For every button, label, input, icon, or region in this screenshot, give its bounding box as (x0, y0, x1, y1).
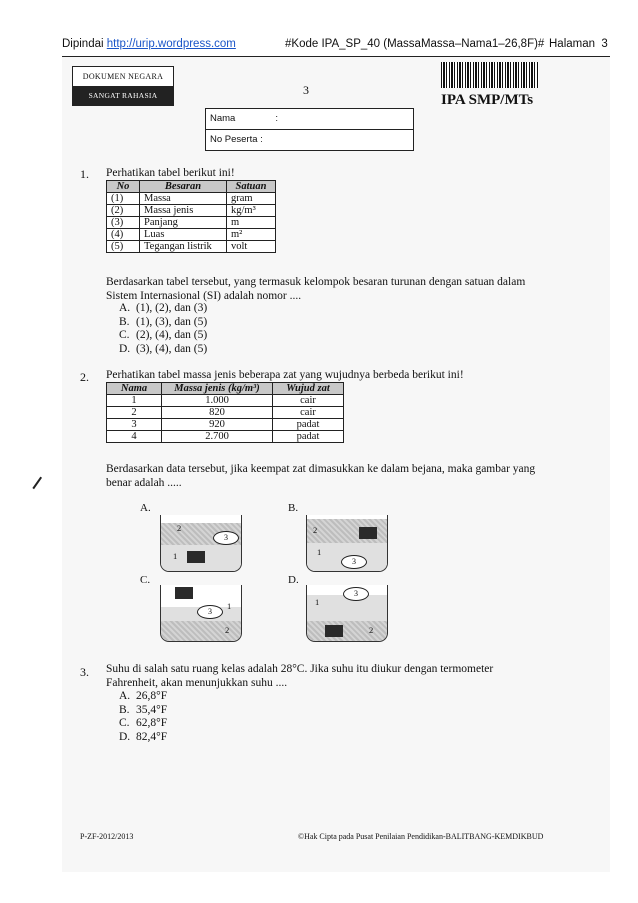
page-indicator: Halaman 3 (549, 38, 608, 50)
scan-credit: Dipindai http://urip.wordpress.com (62, 38, 236, 50)
option-a: A. 26,8°F (119, 690, 168, 702)
footer-code: P-ZF-2012/2013 (80, 832, 134, 841)
table-row: (4) Luas m² (107, 229, 276, 241)
identity-box (205, 108, 414, 151)
name-field: Nama : (210, 113, 278, 124)
beaker-a: 3 2 1 (160, 515, 242, 572)
question-2-text: Berdasarkan data tersebut, jika keempat zat dimasukkan ke dalam bejana, maka gambar yang benar adalah ..... (106, 463, 536, 489)
beaker-d: 3 1 2 (306, 585, 388, 642)
question-1-number: 1. (80, 167, 89, 181)
figure-b-label: B. (288, 502, 299, 514)
table-row: (3) Panjang m (107, 217, 276, 229)
option-c: C. 62,8°F (119, 717, 168, 729)
table-q1: No Besaran Satuan (1) Massa gram (2) Massa jenis kg/m³ (3) Panjang m (4) Luas m² (5) Tegangan listrik volt (106, 180, 276, 253)
question-3-number: 3. (80, 665, 89, 679)
table-q2: Nama Massa jenis (kg/m³) Wujud zat 1 1.000 cair 2 820 cair 3 920 padat 4 2.700 padat (106, 382, 344, 443)
option-a: A. (1), (2), dan (3) (119, 302, 208, 314)
table-row: 2 820 cair (107, 407, 344, 419)
exam-page-number: 3 (303, 83, 309, 97)
option-c: C. (2), (4), dan (5) (119, 329, 208, 341)
table-row: 3 920 padat (107, 419, 344, 431)
beaker-c: 3 1 2 (160, 585, 242, 642)
question-3-options (119, 690, 167, 744)
beaker-b: 3 2 1 (306, 515, 388, 572)
table-row: 1 1.000 cair (107, 395, 344, 407)
subject-title: IPA SMP/MTs (441, 92, 534, 108)
question-1-prompt: Perhatikan tabel berikut ini! (106, 167, 235, 179)
barcode-icon (441, 62, 539, 88)
question-2-prompt: Perhatikan tabel massa jenis beberapa zat yang wujudnya berbeda berikut ini! (106, 369, 464, 381)
figure-d-label: D. (288, 574, 299, 586)
table-row: (2) Massa jenis kg/m³ (107, 205, 276, 217)
pen-mark (32, 477, 41, 489)
option-b: B. (1), (3), dan (5) (119, 315, 208, 328)
question-1-text: Berdasarkan tabel tersebut, yang termasuk kelompok besaran turunan dengan satuan dalam Sistem Internasional (SI) adalah nomor .... (106, 276, 526, 302)
figure-c-label: C. (140, 574, 151, 586)
option-d: D. 82,4°F (119, 730, 168, 743)
source-link[interactable]: http://urip.wordpress.com (106, 38, 236, 50)
table-row: (1) Massa gram (107, 193, 276, 205)
classification-box: DOKUMEN NEGARA SANGAT RAHASIA (72, 66, 174, 106)
document-code: #Kode IPA_SP_40 (MassaMassa–Nama1–26,8F)# (285, 38, 545, 50)
figure-a-label: A. (140, 502, 151, 514)
option-d: D. (3), (4), dan (5) (119, 342, 208, 355)
question-3-text: Suhu di salah satu ruang kelas adalah 28°C. Jika suhu itu diukur dengan termometer Fahrenheit, akan menunjukkan suhu .... (106, 663, 494, 689)
question-1-options (119, 302, 207, 356)
option-b: B. 35,4°F (119, 703, 168, 716)
participant-number-field: No Peserta : (206, 129, 413, 150)
footer-copyright: ©Hak Cipta pada Pusat Penilaian Pendidikan-BALITBANG-KEMDIKBUD (298, 832, 544, 841)
question-2-number: 2. (80, 370, 89, 384)
table-row: 4 2.700 padat (107, 431, 344, 443)
table-row: (5) Tegangan listrik volt (107, 241, 276, 253)
